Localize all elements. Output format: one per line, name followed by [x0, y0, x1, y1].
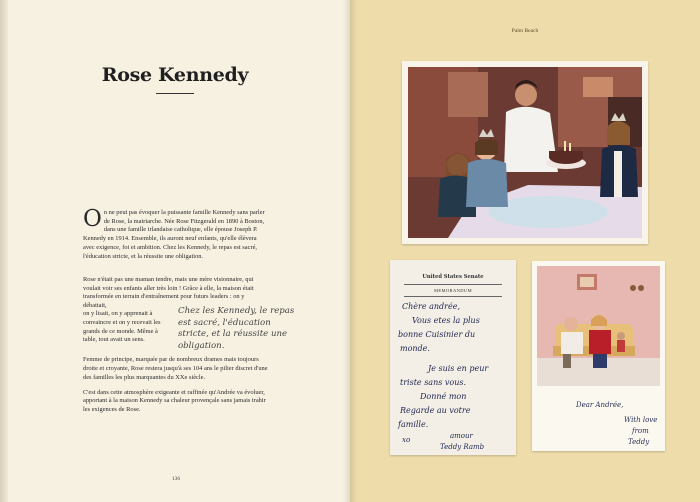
- memo-rule: [404, 296, 502, 297]
- paragraph-4: C'est dans cette atmosphère exigeante et raffinée qu'Andrée va évoluer, apportant à la maison Kennedy sa chaleur provençale sans jamais trahir les exigences de Rose.: [83, 388, 266, 413]
- senate-memo: [390, 260, 516, 455]
- title-rule: [156, 93, 194, 94]
- dedicated-photo-image: [537, 266, 660, 386]
- paragraph-3-block: [83, 350, 269, 421]
- paragraph-2-narrow-text: on y lisait, on y apprenait à convaincre et on y recevait les grands de ce monde. Même à table, tout avait un sens.: [83, 310, 161, 344]
- memo-handwriting-line: Regarde au votre: [400, 406, 471, 415]
- birthday-photo-image: [408, 67, 642, 238]
- paragraph-2-full-text: Rose n'était pas une maman tendre, mais une mère visionnaire, qui voulait voir ses enfants aller très loin ! Grâce à elle, la maison était transformée en terrain d'entraînement pour futurs leaders : on y débattait,: [83, 276, 254, 309]
- living-room-illustration: [537, 266, 660, 386]
- memo-handwriting-line: Teddy Ramb: [440, 443, 485, 451]
- dedicated-photo: [532, 261, 665, 451]
- memo-handwriting-line: Chère andrée,: [402, 302, 460, 311]
- birthday-photo: [402, 61, 648, 244]
- page-edge: [0, 0, 8, 502]
- dedication-line: With love: [624, 416, 658, 424]
- drop-cap: O: [83, 206, 102, 232]
- memo-header: United States Senate: [422, 274, 484, 280]
- memo-handwriting-line: Donné mon: [420, 392, 467, 401]
- paragraph-1: [83, 206, 269, 266]
- paragraph-3: Femme de principe, marquée par de nombreux drames mais toujours droite et croyante, Rose restera jusqu'à ses 104 ans le pilier discret d'une des familles les plus marquantes du XXe siècle.: [83, 356, 268, 381]
- memo-handwriting-line: famille.: [398, 420, 429, 429]
- memo-handwriting-line: xo: [402, 436, 411, 444]
- memo-handwriting-line: Vous etes la plus: [412, 316, 480, 325]
- memo-rule: [404, 284, 502, 285]
- book-gutter: [343, 0, 357, 502]
- memo-handwriting-line: bonne Cuisinier du: [398, 330, 476, 339]
- pull-quote: Chez les Kennedy, le repas est sacré, l'éducation stricte, et la réussite une obligation.: [178, 306, 295, 351]
- dedication-line: from: [632, 427, 649, 435]
- memo-subheader: MEMORANDUM: [433, 288, 472, 293]
- dedication-line: Dear Andrée,: [576, 401, 624, 409]
- memo-handwriting-line: triste sans vous.: [400, 378, 467, 387]
- memo-handwriting-line: amour: [450, 432, 473, 440]
- paragraph-1-text: n ne peut pas évoquer la puissante famille Kennedy sans parler de Rose, la matriarche. Née Rose Fitzgerald en 1890 à Boston, dans une famille irlandaise catholique, elle épouse Joseph P. Kennedy en 1914. Ensemble, ils auront neuf enfants, qu'elle élèvera avec exigence, foi et ambition. Chez les Kennedy, le repas est sacré, l'éducation stricte, et la réussite une obligation.: [83, 209, 265, 260]
- page-number: 136: [171, 476, 181, 482]
- running-head: Palm Beach: [511, 28, 539, 34]
- page-title: Rose Kennedy: [101, 64, 249, 86]
- memo-handwriting-line: Je suis en peur: [428, 364, 489, 373]
- dedication-line: Teddy: [628, 438, 650, 446]
- birthday-scene-illustration: [408, 67, 642, 238]
- memo-handwriting-line: monde.: [400, 344, 430, 353]
